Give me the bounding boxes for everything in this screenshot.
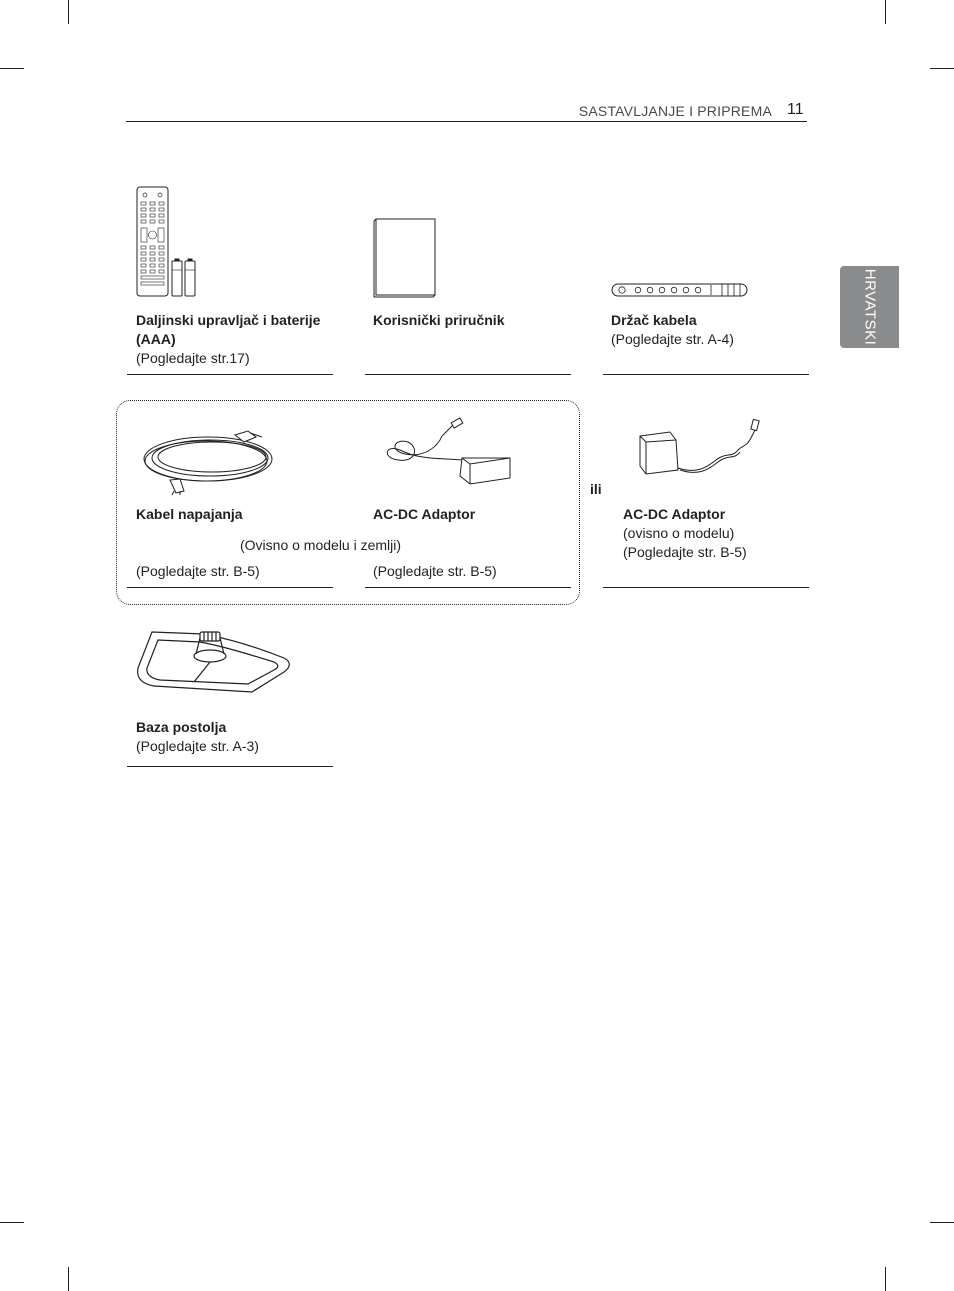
- item-reference: (Pogledajte str. A-4): [611, 331, 734, 347]
- crop-mark: [885, 0, 886, 24]
- item-power-cable: [136, 505, 336, 524]
- item-title: (AAA): [136, 331, 176, 347]
- item-note: (ovisno o modelu): [623, 525, 735, 541]
- item-divider: [127, 766, 333, 767]
- crop-mark: [930, 68, 954, 69]
- language-tab: [840, 266, 899, 348]
- wall-adaptor-icon: [636, 418, 764, 480]
- crop-mark: [68, 0, 69, 24]
- header-divider: [126, 121, 807, 122]
- item-divider: [603, 374, 809, 375]
- or-label: ili: [590, 481, 602, 497]
- item-divider: [127, 374, 333, 375]
- stand-base-icon: [134, 624, 294, 696]
- item-stand-base: [136, 718, 336, 756]
- item-title: Baza postolja: [136, 719, 227, 735]
- item-title: Držač kabela: [611, 312, 697, 328]
- manual-book-icon: [373, 218, 437, 298]
- crop-mark: [885, 1267, 886, 1291]
- item-title: AC-DC Adaptor: [623, 506, 726, 522]
- crop-mark: [930, 1222, 954, 1223]
- item-ac-dc-adaptor: [373, 505, 573, 524]
- crop-mark: [0, 68, 24, 69]
- item-divider: [365, 587, 571, 588]
- item-reference: (Pogledajte str. A-3): [136, 738, 259, 754]
- remote-control-icon: [136, 186, 200, 298]
- item-reference: (Pogledajte str. B-5): [623, 544, 747, 560]
- item-divider: [603, 587, 809, 588]
- item-title: Kabel napajanja: [136, 506, 243, 522]
- language-tab-label: HRVATSKI: [861, 268, 878, 346]
- page-number: 11: [787, 101, 804, 118]
- crop-mark: [0, 1222, 24, 1223]
- battery-icon: [172, 259, 195, 297]
- group-note: (Ovisno o modelu i zemlji): [240, 537, 402, 553]
- power-cable-icon: [140, 425, 282, 495]
- item-wall-adaptor: [623, 505, 823, 562]
- item-remote: [136, 311, 336, 368]
- item-divider: [127, 587, 333, 588]
- cable-holder-icon: [611, 282, 749, 298]
- item-title: Korisnički priručnik: [373, 312, 505, 328]
- ac-dc-adaptor-icon: [380, 418, 514, 490]
- item-reference: (Pogledajte str. B-5): [373, 563, 497, 579]
- item-manual: [373, 311, 573, 330]
- item-reference: (Pogledajte str. B-5): [136, 563, 260, 579]
- section-title: SASTAVLJANJE I PRIPREMA: [578, 103, 772, 119]
- item-divider: [365, 374, 571, 375]
- item-cable-holder: [611, 311, 811, 349]
- crop-mark: [68, 1267, 69, 1291]
- item-reference: (Pogledajte str.17): [136, 350, 250, 366]
- item-title: Daljinski upravljač i baterije: [136, 312, 321, 328]
- item-title: AC-DC Adaptor: [373, 506, 476, 522]
